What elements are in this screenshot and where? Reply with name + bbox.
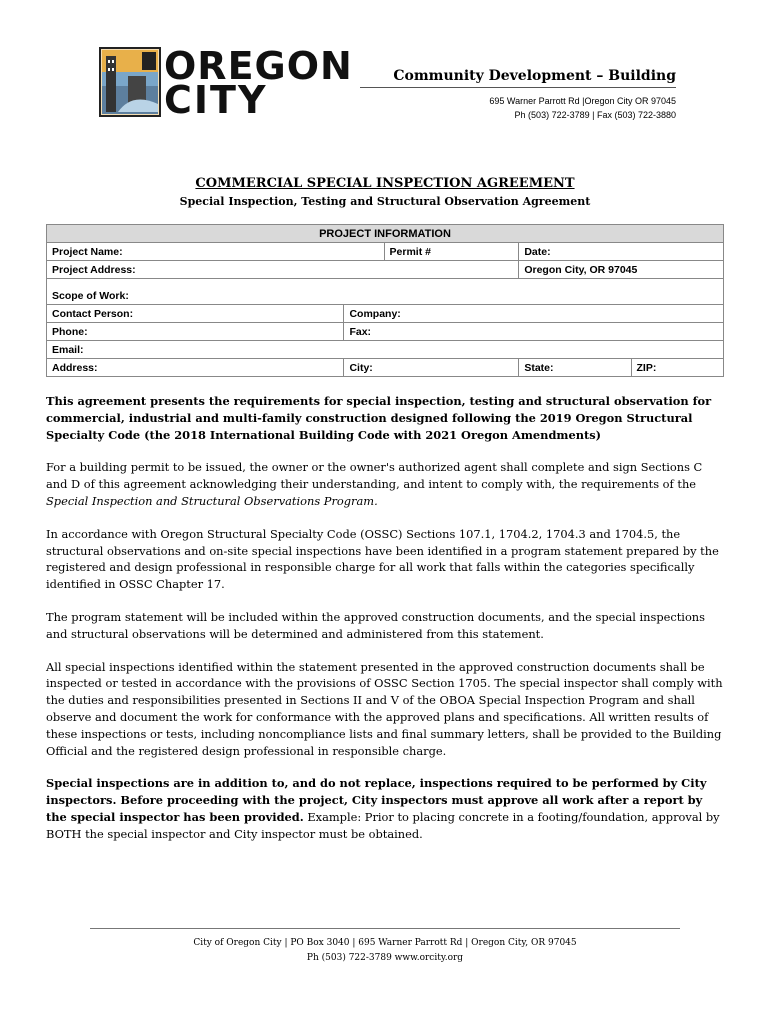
spacer-row (47, 279, 724, 288)
city-inspectors-paragraph (46, 775, 726, 842)
project-information-table (46, 224, 724, 377)
footer-contact: Ph (503) 722-3789 www.orcity.org (306, 953, 464, 963)
program-statement-paragraph: The program statement will be included within the approved construction documents, and the special inspections and structural observations will be determined and administered from this statement. (46, 609, 705, 641)
oregon-city-logo (98, 46, 360, 120)
agreement-body (46, 393, 726, 859)
program-name: Special Inspection and Structural Observations Program. (46, 493, 378, 508)
company-field[interactable]: Company: (344, 305, 724, 323)
header-phone: Ph (503) 722-3789 | Fax (503) 722-3880 (514, 110, 676, 120)
city-inspectors-example: Example: Prior to placing concrete in a footing/foundation, approval by BOTH the special inspector and City inspector must be obtained. (46, 809, 720, 841)
state-field[interactable]: State: (519, 359, 631, 377)
city-inspectors-bold: Special inspections are in addition to, and do not replace, inspections required to be performed by City inspectors. Before proceeding with the project, City inspectors must approve all work after a report by the special inspector has been provided. (46, 776, 707, 824)
phone-field[interactable]: Phone: (47, 323, 344, 341)
zip-field[interactable]: ZIP: (631, 359, 723, 377)
header-contact (360, 66, 676, 122)
permit-paragraph (46, 459, 726, 509)
project-city-state: Oregon City, OR 97045 (519, 261, 724, 279)
project-info-heading: PROJECT INFORMATION (47, 225, 724, 243)
city-logo-icon (98, 46, 162, 118)
footer-divider (90, 928, 680, 929)
header-address: 695 Warner Parrott Rd |Oregon City OR 97045 (489, 96, 676, 106)
intro-paragraph: This agreement presents the requirements for special inspection, testing and structural observation for commercial, industrial and multi-family construction designed following the 2019 Oregon Structural Specialty Code (the 2018 International Building Code with 2021 Oregon Amendments) (46, 394, 712, 442)
logo-wordmark-city: CITY (164, 78, 268, 122)
project-name-field[interactable]: Project Name: (47, 243, 385, 261)
ossc-paragraph: In accordance with Oregon Structural Specialty Code (OSSC) Sections 107.1, 1704.2, 1704.3 and 1704.5, the structural observations and on-site special inspections have been identified in a program statement prepared by the registered and design professional in responsible charge for all work that falls within the categories specifically identified in OSSC Chapter 17. (46, 526, 719, 592)
fax-field[interactable]: Fax: (344, 323, 724, 341)
permit-field[interactable]: Permit # (384, 243, 519, 261)
city-field[interactable]: City: (344, 359, 519, 377)
scope-of-work-field[interactable]: Scope of Work: (47, 287, 724, 305)
address-field[interactable]: Address: (47, 359, 344, 377)
document-title: COMMERCIAL SPECIAL INSPECTION AGREEMENT (195, 176, 575, 191)
document-subtitle: Special Inspection, Testing and Structural Observation Agreement (179, 195, 591, 208)
contact-person-field[interactable]: Contact Person: (47, 305, 344, 323)
footer (0, 936, 770, 966)
logo-wordmark-oregon: OREGON (164, 44, 353, 88)
department-name: Community Development – Building (360, 66, 676, 88)
permit-paragraph-text: For a building permit to be issued, the owner or the owner's authorized agent shall complete and sign Sections C and D of this agreement acknowledging their understanding, and intent to comply with, the requirements of the (46, 460, 703, 492)
email-field[interactable]: Email: (47, 341, 724, 359)
footer-address: City of Oregon City | PO Box 3040 | 695 Warner Parrott Rd | Oregon City, OR 97045 (193, 938, 577, 948)
date-field[interactable]: Date: (519, 243, 724, 261)
project-address-field[interactable]: Project Address: (47, 261, 519, 279)
inspections-paragraph: All special inspections identified within the statement presented in the approved construction documents shall be inspected or tested in accordance with the provisions of OSSC Section 1705. The special inspector shall comply with the duties and responsibilities presented in Sections II and V of the OBOA Special Inspection Program and shall observe and document the work for conformance with the approved plans and specifications. All written results of these inspections or tests, including noncompliance lists and final summary letters, shall be provided to the Building Official and the registered design professional in responsible charge. (46, 659, 723, 758)
